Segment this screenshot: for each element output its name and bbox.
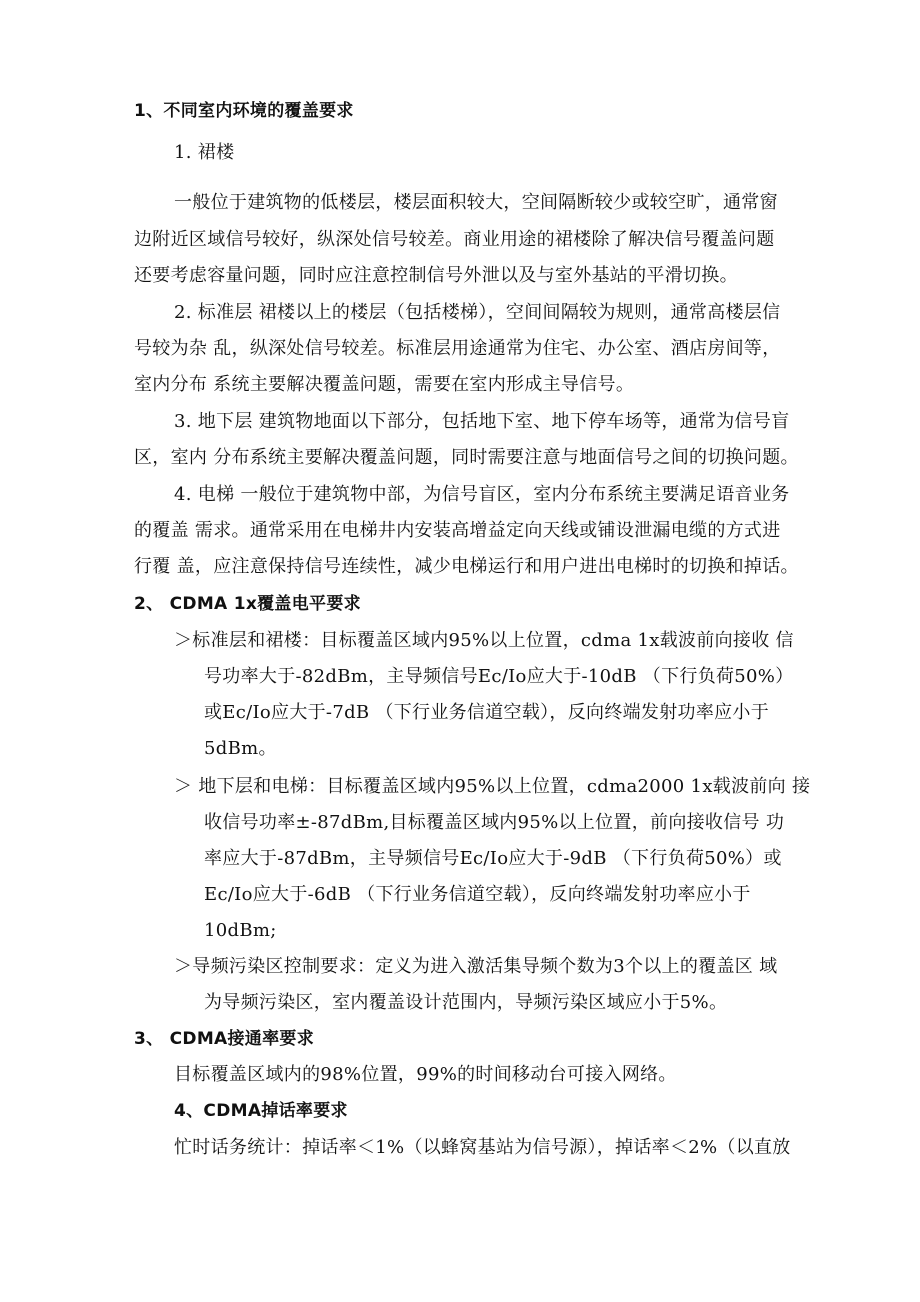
paragraph-line: 4. 电梯 一般位于建筑物中部，为信号盲区，室内分布系统主要满足语音业务 (174, 484, 790, 505)
paragraph-line: 还要考虑容量问题，同时应注意控制信号外泄以及与室外基站的平滑切换。 (134, 265, 738, 286)
bullet-line: 收信号功率±-87dBm,目标覆盖区域内95%以上位置，前向接收信号 功 (204, 812, 785, 833)
bullet-line: 5dBm。 (204, 738, 277, 759)
bullet-line: 号功率大于-82dBm，主导频信号Ec/Io应大于-10dB （下行负荷50%） (204, 666, 794, 687)
paragraph-line: 号较为杂 乱，纵深处信号较差。标准层用途通常为住宅、办公室、酒店房间等， (134, 338, 781, 359)
bullet-line: ＞ 地下层和电梯：目标覆盖区域内95%以上位置，cdma2000 1x载波前向 接 (174, 776, 811, 797)
paragraph-line: 忙时话务统计：掉话率＜1%（以蜂窝基站为信号源），掉话率＜2%（以直放 (174, 1137, 791, 1158)
section1-heading: 1、不同室内环境的覆盖要求 (134, 101, 354, 121)
section4-heading: 4、CDMA掉话率要求 (174, 1101, 348, 1121)
subsection-podium-title: 1. 裙楼 (174, 142, 235, 163)
section2-heading: 2、 CDMA 1x覆盖电平要求 (134, 594, 361, 614)
paragraph-line: 2. 标准层 裙楼以上的楼层（包括楼梯），空间间隔较为规则，通常高楼层信 (174, 302, 781, 323)
paragraph-line: 一般位于建筑物的低楼层，楼层面积较大，空间隔断较少或较空旷，通常窗 (174, 192, 778, 213)
bullet-line: ＞导频污染区控制要求：定义为进入激活集导频个数为3个以上的覆盖区 域 (174, 956, 778, 977)
section3-heading: 3、 CDMA接通率要求 (134, 1029, 315, 1049)
bullet-line: 或Ec/Io应大于-7dB （下行业务信道空载），反向终端发射功率应小于 (204, 702, 770, 723)
bullet-line: 率应大于-87dBm，主导频信号Ec/Io应大于-9dB （下行负荷50%）或 (204, 848, 782, 869)
bullet-line: 10dBm; (204, 920, 277, 941)
bullet-line: Ec/Io应大于-6dB （下行业务信道空载），反向终端发射功率应小于 (204, 884, 751, 905)
paragraph-line: 目标覆盖区域内的98%位置，99%的时间移动台可接入网络。 (174, 1064, 677, 1085)
paragraph-line: 3. 地下层 建筑物地面以下部分，包括地下室、地下停车场等，通常为信号盲 (174, 411, 790, 432)
bullet-line: ＞标准层和裙楼：目标覆盖区域内95%以上位置，cdma 1x载波前向接收 信 (174, 630, 794, 651)
bullet-line: 为导频污染区，室内覆盖设计范围内，导频污染区域应小于5%。 (204, 992, 728, 1013)
paragraph-line: 室内分布 系统主要解决覆盖问题，需要在室内形成主导信号。 (134, 374, 635, 395)
paragraph-line: 的覆盖 需求。通常采用在电梯井内安装高增益定向天线或铺设泄漏电缆的方式进 (134, 520, 781, 541)
paragraph-line: 区，室内 分布系统主要解决覆盖问题，同时需要注意与地面信号之间的切换问题。 (134, 447, 799, 468)
paragraph-line: 行覆 盖，应注意保持信号连续性，减少电梯运行和用户进出电梯时的切换和掉话。 (134, 556, 799, 577)
paragraph-line: 边附近区域信号较好，纵深处信号较差。商业用途的裙楼除了解决信号覆盖问题 (134, 229, 775, 250)
